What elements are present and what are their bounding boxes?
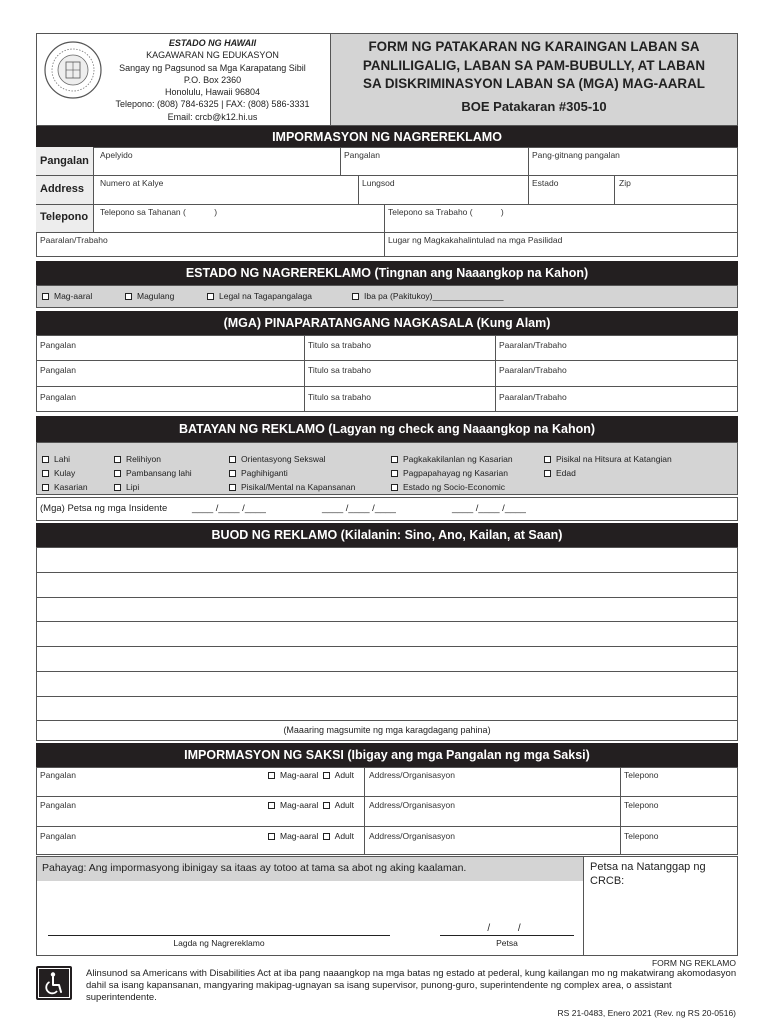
divider	[384, 205, 385, 232]
agency-dept: KAGAWARAN NG EDUKASYON	[146, 50, 279, 61]
signature-line[interactable]	[48, 935, 390, 936]
state-seal-logo	[43, 40, 103, 100]
accused-heading: (MGA) PINAPARATANGANG NAGKASALA (Kung Alam)	[36, 311, 738, 335]
ruled-line	[36, 621, 738, 622]
divider	[358, 176, 359, 204]
revision-info: RS 21-0483, Enero 2021 (Rev. ng RS 20-0516)	[557, 1008, 736, 1018]
form-title	[330, 38, 738, 116]
basis-option-label: Pisikal na Hitsura at Katangian	[556, 454, 672, 464]
status-heading: ESTADO NG NAGREREKLAMO (Tingnan ang Naaangkop na Kahon)	[36, 261, 738, 285]
accused-table	[36, 335, 738, 412]
divider	[528, 176, 529, 204]
witness-address-field[interactable]: Address/Organisasyon	[369, 770, 455, 780]
witness-heading: IMPORMASYON NG SAKSI (Ibigay ang mga Pangalan ng mga Saksi)	[36, 743, 738, 767]
checkbox-icon[interactable]	[125, 293, 132, 300]
accused-title-field[interactable]: Titulo sa trabaho	[308, 340, 371, 350]
divider	[620, 767, 621, 855]
checkbox-icon[interactable]	[42, 456, 49, 463]
accused-name-field[interactable]: Pangalan	[40, 392, 76, 402]
divider	[583, 856, 584, 956]
basis-col-2	[114, 452, 192, 494]
checkbox-icon[interactable]	[229, 456, 236, 463]
agency-pobox: P.O. Box 2360	[183, 74, 242, 85]
accessibility-icon	[36, 966, 72, 1000]
status-option-label: Magulang	[137, 291, 175, 301]
basis-heading: BATAYAN NG REKLAMO (Lagyan ng check ang Naaangkop na Kahon)	[36, 416, 738, 442]
basis-option-label: Lipi	[126, 482, 140, 492]
checkbox-icon[interactable]	[268, 772, 275, 779]
basis-option[interactable]	[391, 452, 513, 466]
ruled-line	[36, 720, 738, 721]
basis-option[interactable]	[229, 480, 355, 494]
witness-phone-field[interactable]: Telepono	[624, 831, 659, 841]
status-option-other[interactable]	[352, 291, 503, 301]
agency-branch: Sangay ng Pagsunod sa Mga Karapatang Sibil	[119, 62, 306, 73]
accused-name-field[interactable]: Pangalan	[40, 340, 76, 350]
school-field[interactable]: Paaralan/Trabaho	[40, 235, 108, 245]
basis-option-label: Lahi	[54, 454, 71, 464]
divider	[364, 767, 365, 855]
address-row-label: Address	[40, 183, 85, 195]
basis-option-label: Pisikal/Mental na Kapansanan	[241, 482, 356, 492]
basis-option[interactable]	[114, 466, 192, 480]
basis-option[interactable]	[114, 480, 192, 494]
witness-type	[268, 831, 354, 841]
basis-option-label: Edad	[556, 468, 576, 478]
phone-row-label: Telepono	[40, 211, 89, 223]
agency-phone: Telepono: (808) 784-6325 | FAX: (808) 586-3331	[115, 99, 310, 110]
witness-type	[268, 770, 354, 780]
row-divider	[36, 175, 738, 176]
facility-field[interactable]: Lugar ng Magkakahalintulad na mga Pasilidad	[388, 235, 563, 245]
divider	[528, 147, 529, 175]
state-field[interactable]: Estado	[532, 178, 559, 188]
basis-option-label: Kasarian	[54, 482, 88, 492]
divider	[304, 335, 305, 412]
basis-col-1	[42, 452, 88, 494]
name-row-label: Pangalan	[40, 155, 89, 167]
checkbox-icon[interactable]	[114, 484, 121, 491]
accused-school-field[interactable]: Paaralan/Trabaho	[499, 340, 567, 350]
basis-col-4	[391, 452, 513, 494]
additional-pages-note: (Maaaring magsumite ng mga karagdagang pahina)	[283, 725, 491, 735]
checkbox-icon[interactable]	[42, 484, 49, 491]
basis-option[interactable]	[544, 452, 672, 466]
substance-textarea[interactable]	[36, 547, 738, 741]
basis-option-label: Orientasyong Sekswal	[241, 454, 326, 464]
substance-heading: BUOD NG REKLAMO (Kilalanin: Sino, Ano, Kailan, at Saan)	[36, 523, 738, 547]
basis-option-label: Pagpapahayag ng Kasarian	[403, 468, 508, 478]
city-field[interactable]: Lungsod	[362, 178, 395, 188]
incident-date-2[interactable]: ____ /____ /____	[322, 503, 396, 514]
accused-title-field[interactable]: Titulo sa trabaho	[308, 392, 371, 402]
witness-address-field[interactable]: Address/Organisasyon	[369, 800, 455, 810]
basis-option-label: Pagkakakilanlan ng Kasarian	[403, 454, 513, 464]
ada-notice: Alinsunod sa Americans with Disabilities Act at iba pang naaangkop na mga batas ng estado at pederal, kung kailangan mo ng makatwirang akomodasyon dahil sa isang kapansanan, mangyaring makipag-ugnayan sa isang supervisor, punong-guro, superintendente ng complex area, o assistant superintendente.	[86, 968, 737, 1003]
basis-option[interactable]	[229, 452, 355, 466]
witness-adult-label: Adult	[334, 800, 355, 810]
checkbox-icon[interactable]	[229, 470, 236, 477]
witness-name-field[interactable]: Pangalan	[40, 800, 76, 810]
date-label: Petsa	[496, 938, 518, 948]
form-title-line2: PANLILIGALIG, LABAN SA PAM-BUBULLY, AT LABAN	[362, 57, 706, 73]
basis-option[interactable]	[42, 466, 88, 480]
status-option-guardian[interactable]	[207, 291, 312, 301]
zip-field[interactable]: Zip	[619, 178, 631, 188]
agency-info	[105, 37, 320, 123]
ruled-line	[36, 597, 738, 598]
row-divider	[36, 360, 738, 361]
status-option-label: Legal na Tagapangalaga	[219, 291, 312, 301]
middle-name-field[interactable]: Pang-gitnang pangalan	[532, 150, 620, 160]
divider	[495, 335, 496, 412]
policy-number: BOE Patakaran #305-10	[461, 98, 607, 114]
checkbox-icon[interactable]	[391, 456, 398, 463]
ruled-line	[36, 696, 738, 697]
basis-option-label: Kulay	[54, 468, 76, 478]
work-phone-field[interactable]: Telepono sa Trabaho ( )	[388, 207, 504, 217]
checkbox-icon[interactable]	[268, 802, 275, 809]
ruled-line	[36, 671, 738, 672]
basis-option[interactable]	[114, 452, 192, 466]
basis-option-label: Estado ng Socio-Economic	[403, 482, 506, 492]
status-option-parent[interactable]	[125, 291, 174, 301]
status-option-label: Mag-aaral	[54, 291, 93, 301]
checkbox-icon[interactable]	[229, 484, 236, 491]
witness-type	[268, 800, 354, 810]
row-divider	[36, 386, 738, 387]
basis-option[interactable]	[391, 466, 513, 480]
home-phone-field[interactable]: Telepono sa Tahanan ( )	[100, 207, 218, 217]
checkbox-icon[interactable]	[544, 470, 551, 477]
complainant-section	[36, 147, 738, 257]
basis-option[interactable]	[42, 452, 88, 466]
basis-option-label: Relihiyon	[126, 454, 161, 464]
basis-option[interactable]	[391, 480, 513, 494]
witness-phone-field[interactable]: Telepono	[624, 800, 659, 810]
checkbox-icon[interactable]	[114, 456, 121, 463]
accused-name-field[interactable]: Pangalan	[40, 365, 76, 375]
last-name-field[interactable]: Apelyido	[100, 150, 133, 160]
witness-phone-field[interactable]: Telepono	[624, 770, 659, 780]
declaration-statement: Pahayag: Ang impormasyong ibinigay sa itaas ay totoo at tama sa abot ng aking kaalaman.	[42, 862, 467, 874]
accused-title-field[interactable]: Titulo sa trabaho	[308, 365, 371, 375]
checkbox-icon[interactable]	[544, 456, 551, 463]
agency-email: Email: crcb@k12.hi.us	[167, 111, 258, 122]
divider	[340, 147, 341, 175]
checkbox-icon[interactable]	[268, 833, 275, 840]
checkbox-icon[interactable]	[323, 772, 330, 779]
form-title-line1: FORM NG PATAKARAN NG KARAINGAN LABAN SA	[368, 39, 700, 54]
row-divider	[36, 826, 738, 827]
witness-address-field[interactable]: Address/Organisasyon	[369, 831, 455, 841]
checkbox-icon[interactable]	[42, 293, 49, 300]
checkbox-icon[interactable]	[323, 802, 330, 809]
first-name-field[interactable]: Pangalan	[344, 150, 380, 160]
incident-date-3[interactable]: ____ /____ /____	[452, 503, 526, 514]
incident-date-1[interactable]: ____ /____ /____	[192, 503, 266, 514]
basis-option-label: Paghihiganti	[241, 468, 288, 478]
row-divider	[36, 204, 738, 205]
divider	[384, 233, 385, 257]
basis-option-label: Pambansang lahi	[126, 468, 192, 478]
witness-table	[36, 767, 738, 855]
checkbox-icon[interactable]	[114, 470, 121, 477]
date-blank[interactable]: / /	[487, 923, 521, 934]
witness-student-label: Mag-aaral	[280, 770, 319, 780]
row-divider	[36, 796, 738, 797]
accused-school-field[interactable]: Paaralan/Trabaho	[499, 392, 567, 402]
complainant-heading: IMPORMASYON NG NAGREREKLAMO	[36, 126, 738, 147]
witness-student-label: Mag-aaral	[280, 800, 319, 810]
checkbox-icon[interactable]	[352, 293, 359, 300]
witness-name-field[interactable]: Pangalan	[40, 770, 76, 780]
basis-option[interactable]	[229, 466, 355, 480]
checkbox-icon[interactable]	[207, 293, 214, 300]
agency-state: ESTADO NG HAWAII	[168, 38, 257, 48]
checkbox-icon[interactable]	[391, 470, 398, 477]
ruled-line	[36, 572, 738, 573]
witness-student-label: Mag-aaral	[280, 831, 319, 841]
divider	[614, 176, 615, 204]
date-line	[440, 935, 574, 936]
checkbox-icon[interactable]	[323, 833, 330, 840]
witness-name-field[interactable]: Pangalan	[40, 831, 76, 841]
agency-city: Honolulu, Hawaii 96804	[164, 87, 261, 98]
form-title-line3: SA DISKRIMINASYON LABAN SA (MGA) MAG-AARAL	[363, 76, 705, 91]
ruled-line	[36, 646, 738, 647]
signature-label: Lagda ng Nagrereklamo	[173, 938, 265, 948]
row-divider	[36, 232, 738, 233]
crcb-received-label: Petsa na Natanggap ng CRCB:	[590, 861, 706, 887]
basis-col-3	[229, 452, 355, 494]
street-field[interactable]: Numero at Kalye	[100, 178, 164, 188]
basis-option[interactable]	[544, 466, 672, 480]
basis-option[interactable]	[42, 480, 88, 494]
basis-col-5	[544, 452, 672, 480]
witness-adult-label: Adult	[334, 770, 355, 780]
checkbox-icon[interactable]	[391, 484, 398, 491]
status-option-label: Iba pa (Pakitukoy)_______________	[364, 291, 504, 301]
status-option-student[interactable]	[42, 291, 92, 301]
incident-dates-label: (Mga) Petsa ng mga Insidente	[40, 503, 168, 514]
form-name: FORM NG REKLAMO	[651, 958, 736, 968]
checkbox-icon[interactable]	[42, 470, 49, 477]
accused-school-field[interactable]: Paaralan/Trabaho	[499, 365, 567, 375]
witness-adult-label: Adult	[334, 831, 355, 841]
